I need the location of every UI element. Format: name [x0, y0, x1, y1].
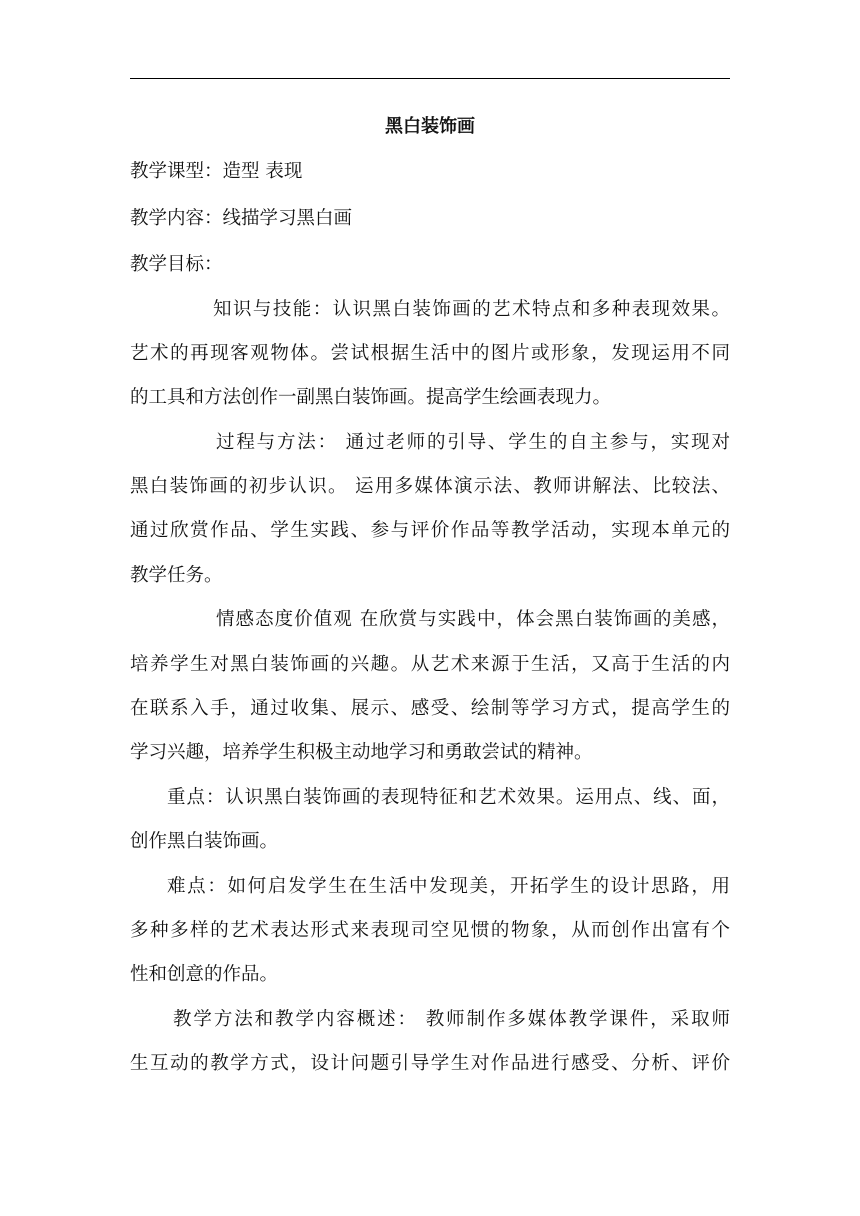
- course-type-line: 教学课型：造型 表现: [130, 161, 303, 182]
- paragraph-line: 艺术的再现客观物体。尝试根据生活中的图片或形象，发现运用不同: [130, 343, 730, 364]
- paragraph-line: 知识与技能：认识黑白装饰画的艺术特点和多种表现效果。: [213, 299, 730, 320]
- paragraph-line: 过程与方法： 通过老师的引导、学生的自主参与，实现对: [216, 432, 730, 453]
- paragraph-line: 教学任务。: [130, 565, 223, 586]
- paragraph-line: 在联系入手，通过收集、展示、感受、绘制等学习方式，提高学生的: [130, 698, 730, 719]
- paragraph-line: 黑白装饰画的初步认识。 运用多媒体演示法、教师讲解法、比较法、: [130, 476, 730, 497]
- method-overview-line: 生互动的教学方式，设计问题引导学生对作品进行感受、分析、评价: [130, 1053, 730, 1074]
- document-title: 黑白装饰画: [385, 116, 475, 137]
- method-overview-line: 教学方法和教学内容概述： 教师制作多媒体教学课件，采取师: [173, 1009, 730, 1030]
- key-point-line: 重点：认识黑白装饰画的表现特征和艺术效果。运用点、线、面，: [167, 787, 730, 808]
- difficulty-line: 多种多样的艺术表达形式来表现司空见惯的物象，从而创作出富有个: [130, 920, 730, 941]
- teaching-goals-heading: 教学目标：: [130, 254, 223, 275]
- key-point-line: 创作黑白装饰画。: [130, 831, 279, 852]
- paragraph-line: 培养学生对黑白装饰画的兴趣。从艺术来源于生活，又高于生活的内: [130, 654, 730, 675]
- paragraph-line: 学习兴趣，培养学生积极主动地学习和勇敢尝试的精神。: [130, 742, 593, 763]
- paragraph-line: 的工具和方法创作一副黑白装饰画。提高学生绘画表现力。: [130, 387, 612, 408]
- difficulty-line: 难点：如何启发学生在生活中发现美，开拓学生的设计思路，用: [167, 876, 730, 897]
- paragraph-line: 通过欣赏作品、学生实践、参与评价作品等教学活动，实现本单元的: [130, 520, 730, 541]
- difficulty-line: 性和创意的作品。: [130, 964, 279, 985]
- header-rule: [130, 78, 730, 79]
- paragraph-line: 情感态度价值观 在欣赏与实践中，体会黑白装饰画的美感，: [216, 609, 730, 630]
- teaching-content-line: 教学内容：线描学习黑白画: [130, 208, 353, 229]
